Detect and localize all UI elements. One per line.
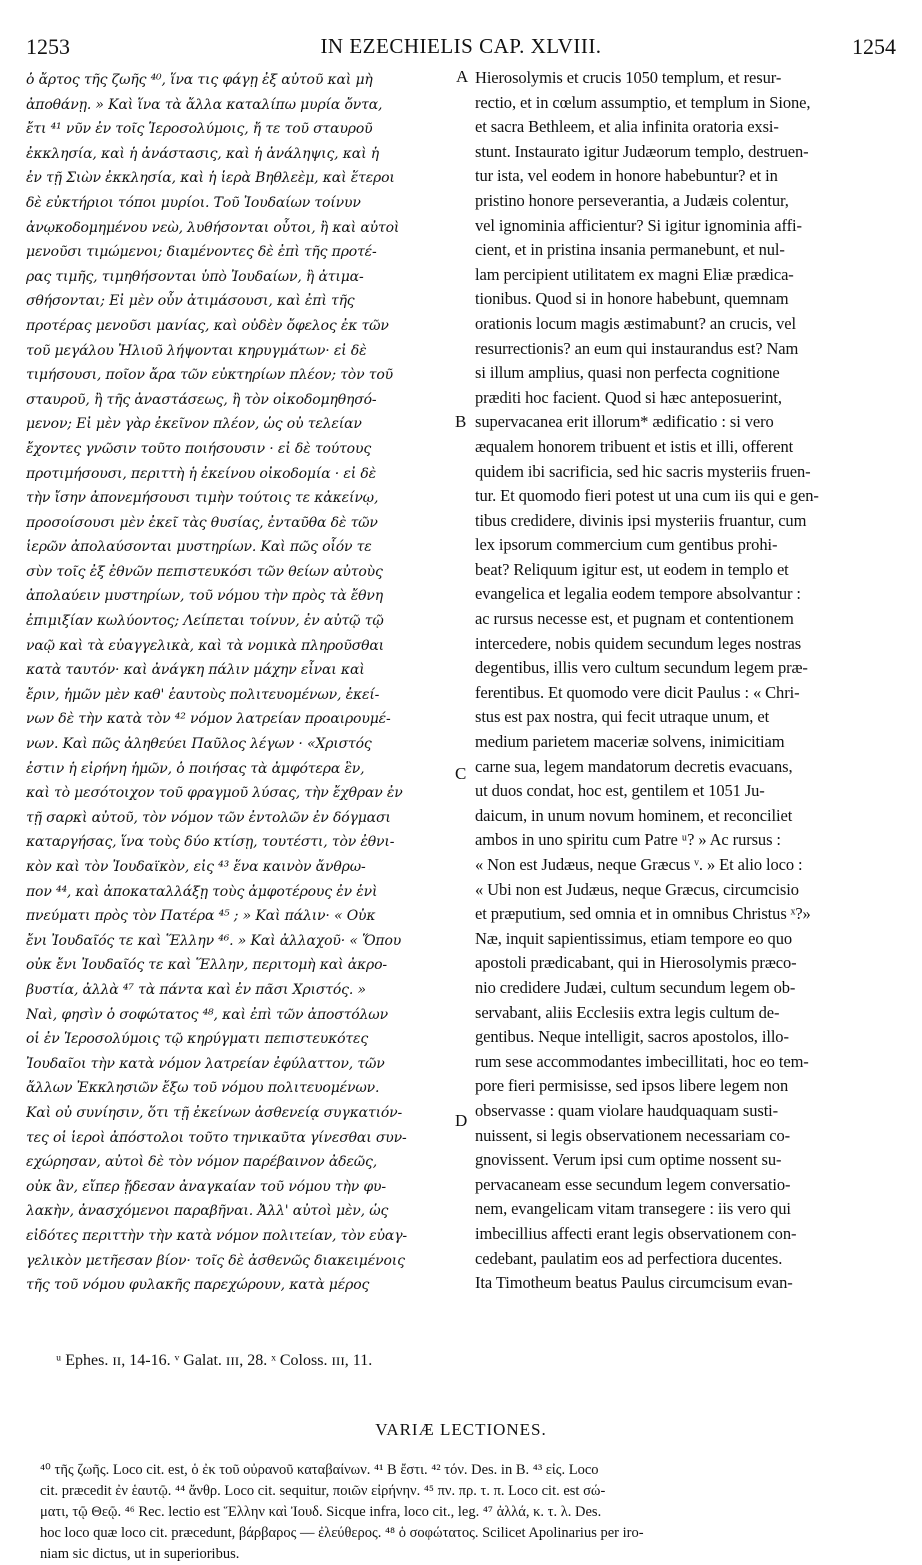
greek-text-line: ἄλλων Ἐκκλησιῶν ἔξω τοῦ νόμου πολιτευομένων.: [26, 1080, 380, 1097]
latin-text-line: nuissent, si legis observationem necessariam co-: [475, 1125, 791, 1145]
greek-text-line: ἐν τῇ Σιὼν ἐκκλησία, καὶ ἡ ἱερὰ Βηθλεὲμ, καὶ ἕτεροι: [26, 170, 395, 187]
latin-text-line: carne sua, legem mandatorum decretis evacuans,: [475, 756, 793, 776]
greek-text-line: νων δὲ τὴν κατὰ τὸν ⁴² νόμον λατρείαν προαιρουμέ-: [26, 711, 391, 728]
latin-text-line: « Ubi non est Judæus, neque Græcus, circumcisio: [475, 879, 799, 899]
greek-text-line: ὁ ἄρτος τῆς ζωῆς ⁴⁰, ἵνα τις φάγῃ ἐξ αὐτοῦ καὶ μὴ: [26, 72, 373, 88]
variant-reading-line: ⁴⁰ τῆς ζωῆς. Loco cit. est, ὁ ἐκ τοῦ οὐρανοῦ καταβαίνων. ⁴¹ B ἔστι. ⁴² τόν. Des. in B. ⁴³ εἰς. Loco: [40, 1462, 599, 1478]
greek-text-line: οὐκ ἔνι Ἰουδαῖός τε καὶ Ἕλλην, περιτομὴ καὶ ἀκρο-: [26, 957, 387, 974]
greek-text-line: λακὴν, ἀνασχόμενοι παραβῆναι. Ἀλλ' αὐτοὶ μὲν, ὡς: [26, 1203, 389, 1220]
latin-text-line: stus est pax nostra, qui fecit utraque unum, et: [475, 707, 770, 727]
latin-text-line: rectio, et in cœlum assumptio, et templum in Sione,: [475, 92, 811, 112]
greek-text-line: ἱερῶν ἀπολαύσονται μυστηρίων. Καὶ πῶς οἷόν τε: [26, 539, 372, 556]
greek-text-line: Καὶ οὐ συνίησιν, ὅτι τῇ ἐκείνων ἀσθενείᾳ συγκατιόν-: [26, 1104, 403, 1121]
section-marker-d: D: [455, 1111, 468, 1130]
greek-text-line: καταργήσας, ἵνα τοὺς δύο κτίσῃ, τουτέστι, τὸν ἐθνι-: [26, 834, 395, 851]
greek-text-line: ἐπιμιξίαν κωλύοντος; Λείπεται τοίνυν, ἐν αὐτῷ τῷ: [26, 613, 384, 630]
greek-text-line: ἀπολαύειν μυστηρίων, τοῦ νόμου τὴν πρὸς τὰ ἔθνη: [26, 588, 383, 605]
latin-text-line: gnovissent. Verum ipsi cum optime nossent su-: [475, 1150, 782, 1170]
greek-text-line: κατὰ ταυτόν· καὶ ἀνάγκη πάλιν μάχην εἶναι καὶ: [26, 662, 365, 679]
greek-text-line: Ναὶ, φησὶν ὁ σοφώτατος ⁴⁸, καὶ ἐπὶ τῶν ἀποστόλων: [26, 1006, 388, 1023]
latin-text-line: beat? Reliquum igitur est, ut eodem in templo et: [475, 559, 789, 579]
greek-text-line: Ἰουδαῖοι τὴν κατὰ νόμον λατρείαν ἐφύλαττον, τῶν: [26, 1055, 385, 1072]
variant-reading-line: niam sic dictus, ut in superioribus.: [40, 1546, 240, 1562]
greek-text-line: ἔχοντες γνῶσιν τοῦτο ποιήσουσιν · εἰ δὲ τούτους: [26, 440, 372, 457]
latin-text-line: lex ipsorum commercium cum gentibus prohi-: [475, 535, 778, 555]
latin-text-line: medium parietem maceriæ solvens, inimicitiam: [475, 732, 785, 752]
greek-text-line: σὺν τοῖς ἐξ ἐθνῶν πεπιστευκόσι τῶν θείων αὐτοὺς: [26, 563, 383, 580]
latin-text-line: ut duos condat, hoc est, gentilem et 1051 Ju-: [475, 781, 765, 801]
latin-text-line: vel ignominia afficientur? Si igitur ignominia affi-: [475, 215, 802, 235]
section-marker-b: B: [455, 412, 467, 431]
greek-text-line: σταυροῦ, ἢ τῆς ἀναστάσεως, ἢ τὸν οἰκοδομηθησό-: [26, 391, 377, 408]
latin-text-line: cedebant, paulatim eos ad perfectiora ducentes.: [475, 1248, 783, 1268]
latin-text-line: ac rursus necesse est, et pugnam et contentionem: [475, 609, 794, 629]
greek-text-line: τες οἱ ἱεροὶ ἀπόστολοι τοῦτο τηνικαῦτα γίνεσθαι συν-: [26, 1129, 407, 1146]
greek-text-line: σθήσονται; Εἰ μὲν οὖν ἀτιμάσουσι, καὶ ἐπὶ τῆς: [26, 293, 355, 310]
section-marker-a: A: [456, 67, 469, 86]
latin-text-line: pore fieri permisisse, sed ipsos libere legem non: [475, 1076, 789, 1096]
scripture-footnotes: ᵘ Ephes. ɪɪ, 14-16. ᵛ Galat. ɪɪɪ, 28. ˣ Coloss. ɪɪɪ, 11.: [56, 1352, 373, 1369]
right-page-number: 1254: [852, 34, 896, 59]
greek-text-line: τὴν ἴσην ἀπονεμήσουσι τιμὴν τούτοις τε κἀκείνῳ,: [26, 490, 379, 507]
greek-text-line: πον ⁴⁴, καὶ ἀποκαταλλάξῃ τοὺς ἀμφοτέρους ἐν ἑνὶ: [26, 883, 378, 900]
latin-text-line: gentibus. Neque intelligit, sacros apostolos, illo-: [475, 1027, 789, 1047]
latin-text-line: quidem ibi sacrificia, sed hic sacris mysteriis fruen-: [475, 461, 811, 481]
greek-text-line: εχώρησαν, αὐτοὶ δὲ τὸν νόμον παρέβαινον ἀδεῶς,: [26, 1154, 378, 1171]
latin-text-line: si illum amplius, quasi non perfecta cognitione: [475, 363, 780, 383]
latin-text-line: degentibus, illis vero cultum secundum legem præ-: [475, 658, 808, 678]
latin-text-line: et præputium, sed omnia et in omnibus Christus ˣ?»: [475, 904, 811, 924]
latin-text-line: stunt. Instaurato igitur Judæorum templo, destruen-: [475, 141, 809, 161]
latin-text-line: Næ, inquit sapientissimus, etiam tempore eo quo: [475, 928, 793, 948]
greek-text-line: ναῷ καὶ τὰ εὐαγγελικὰ, καὶ τὰ νομικὰ πληροῦσθαι: [26, 637, 385, 654]
greek-text-line: βυστία, ἀλλὰ ⁴⁷ τὰ πάντα καὶ ἐν πᾶσι Χριστός. »: [26, 981, 366, 998]
section-marker-c: C: [455, 764, 467, 783]
greek-text-line: οἱ ἐν Ἱεροσολύμοις τῷ κηρύγματι πεπιστευκότες: [26, 1031, 369, 1048]
variae-lectiones-heading: VARIÆ LECTIONES.: [375, 1420, 547, 1439]
greek-text-column: [26, 68, 450, 1298]
greek-text-line: ἀποθάνῃ. » Καὶ ἵνα τὰ ἄλλα καταλίπω μυρία ὄντα,: [26, 96, 383, 113]
latin-text-line: tur. Et quomodo fieri potest ut una cum iis qui e gen-: [475, 486, 819, 506]
latin-text-line: « Non est Judæus, neque Græcus ᵛ. » Et alio loco :: [475, 855, 803, 874]
latin-text-line: æqualem honorem tribuent et istis et illi, offerent: [475, 436, 794, 456]
latin-text-line: ambos in uno spiritu cum Patre ᵘ? » Ac rursus :: [475, 830, 781, 850]
running-title: IN EZECHIELIS CAP. XLVIII.: [320, 34, 602, 58]
greek-text-line: οὐκ ἂν, εἴπερ ᾔδεσαν ἀναγκαίαν τοῦ νόμου τὴν φυ-: [26, 1178, 386, 1195]
latin-text-line: observasse : quam violare haudquaquam susti-: [475, 1100, 779, 1120]
latin-text-line: evangelica et legalia eodem tempore absolvantur :: [475, 584, 801, 604]
greek-text-line: νων. Καὶ πῶς ἀληθεύει Παῦλος λέγων · «Χριστός: [26, 736, 372, 753]
left-page-number: 1253: [26, 34, 70, 59]
greek-text-line: ρας τιμῆς, τιμηθήσονται ὑπὸ Ἰουδαίων, ἢ ἀτιμα-: [26, 268, 364, 285]
latin-text-line: ferentibus. Et quomodo vere dicit Paulus : « Chri-: [475, 682, 800, 702]
greek-text-line: τιμήσουσι, ποῖον ἄρα τῶν εὐκτηρίων πλέον; τὸν τοῦ: [26, 367, 393, 384]
latin-text-line: pristino honore perseverantia, a Judæis colentur,: [475, 190, 789, 210]
greek-text-line: κὸν καὶ τὸν Ἰουδαϊκὸν, εἰς ⁴³ ἕνα καινὸν ἄνθρω-: [26, 859, 366, 875]
greek-text-line: μενοῦσι τιμώμενοι; διαμένοντες δὲ ἐπὶ τῆς προτέ-: [26, 244, 377, 261]
greek-text-line: εἰδότες περιττὴν τὴν κατὰ νόμον πολιτείαν, τὸν εὐαγ-: [26, 1227, 408, 1244]
greek-text-line: καὶ τὸ μεσότοιχον τοῦ φραγμοῦ λύσας, τὴν ἔχθραν ἐν: [26, 785, 403, 802]
page-header: [26, 28, 896, 58]
latin-text-line: servabant, aliis Ecclesiis extra legis cultum de-: [475, 1002, 780, 1022]
greek-text-line: τῆς τοῦ νόμου φυλακῆς παρεχώρουν, κατὰ μέρος: [26, 1277, 370, 1294]
greek-text-line: ἔνι Ἰουδαῖός τε καὶ Ἕλλην ⁴⁶. » Καὶ ἀλλαχοῦ· « Ὅπου: [26, 932, 402, 949]
latin-text-line: et sacra Bethleem, et alia infinita oratoria exsi-: [475, 117, 779, 137]
latin-text-line: daicum, in unum novum hominem, et reconciliet: [475, 805, 793, 825]
latin-text-line: tur ista, vel eodem in honore habebuntur? et in: [475, 166, 778, 186]
latin-text-line: orationis locum magis æstimabunt? an crucis, vel: [475, 313, 797, 333]
latin-text-line: Hierosolymis et crucis 1050 templum, et resur-: [475, 68, 782, 87]
latin-text-line: nio credidere Judæi, cultum secundum legem ob-: [475, 977, 796, 997]
latin-text-line: Ita Timotheum beatus Paulus circumcisum evan-: [475, 1273, 793, 1293]
latin-text-column: [475, 66, 887, 1296]
latin-text-line: cient, et in pristina insania permanebunt, et nul-: [475, 240, 785, 260]
latin-text-line: resurrectionis? an eum qui instaurandus est? Nam: [475, 338, 799, 358]
greek-text-line: ἐκκλησία, καὶ ἡ ἀνάστασις, καὶ ἡ ἀνάληψις, καὶ ἡ: [26, 145, 379, 162]
latin-text-line: pervacaneam esse secundum legem conversatio-: [475, 1174, 791, 1194]
greek-text-line: ἔτι ⁴¹ νῦν ἐν τοῖς Ἱεροσολύμοις, ἤ τε τοῦ σταυροῦ: [26, 121, 373, 138]
latin-text-line: intercedere, nobis quidem secundum leges nostras: [475, 633, 802, 653]
greek-text-line: γελικὸν μετῆεσαν βίον· τοῖς δὲ ἀσθενῶς διακειμένοις: [26, 1252, 405, 1269]
latin-text-line: præditi hoc facient. Quod si hæc anteposuerint,: [475, 387, 782, 407]
variant-reading-line: hoc loco quæ loco cit. præcedunt, βάρβαρος — ἐλεύθερος. ⁴⁸ ὁ σοφώτατος. Scilicet Apolinarius per iro-: [40, 1525, 644, 1541]
greek-text-line: ἀνῳκοδομημένου νεὼ, λυθήσονται οὗτοι, ἢ καὶ αὐτοὶ: [26, 219, 400, 236]
variant-reading-line: ματι, τῷ Θεῷ. ⁴⁶ Rec. lectio est Ἕλλην καὶ Ἰουδ. Sicque infra, loco cit., leg. ⁴⁷ ἀλλά, κ. τ. λ. Des.: [40, 1504, 602, 1520]
greek-text-line: προσοίσουσι μὲν ἐκεῖ τὰς θυσίας, ἐνταῦθα δὲ τῶν: [26, 514, 378, 531]
greek-text-line: μενον; Εἰ μὲν γὰρ ἐκεῖνον πλέον, ὡς οὐ τελείαν: [26, 416, 362, 433]
greek-text-line: ἐστιν ἡ εἰρήνη ἡμῶν, ὁ ποιήσας τὰ ἀμφότερα ἓν,: [26, 760, 365, 777]
latin-text-line: nem, evangelicam vitam transegere : iis vero qui: [475, 1199, 791, 1219]
greek-text-line: ἔριν, ἡμῶν μὲν καθ' ἑαυτοὺς πολιτευομένων, ἐκεί-: [26, 686, 380, 703]
latin-text-line: tibus credidere, divinis ipsi mysteriis fruantur, cum: [475, 510, 807, 530]
latin-text-line: supervacanea erit illorum* ædificatio : si vero: [475, 412, 774, 432]
variant-reading-line: cit. præcedit ἐν ἑαυτῷ. ⁴⁴ ἄνθρ. Loco cit. sequitur, ποιῶν εἰρήνην. ⁴⁵ πν. πρ. τ. π. Loco cit. est σώ-: [40, 1483, 606, 1499]
latin-text-line: rum sese accommodantes imbecillitati, hoc eo tem-: [475, 1051, 809, 1071]
greek-text-line: τοῦ μεγάλου Ἠλιοῦ λήψονται κηρυγμάτων· εἰ δὲ: [26, 342, 367, 359]
greek-text-line: δὲ εὐκτήριοι τόποι μυρίοι. Τοῦ Ἰουδαίων τοίνυν: [26, 194, 361, 211]
latin-text-line: imbecillius affecti erant legis observationem con-: [475, 1223, 797, 1243]
latin-text-line: apostoli prædicabant, qui in Hierosolymis præco-: [475, 953, 797, 973]
latin-text-line: lam percipient utilitatem ex magni Eliæ prædica-: [475, 264, 794, 284]
greek-text-line: πνεύματι πρὸς τὸν Πατέρα ⁴⁵ ; » Καὶ πάλιν· « Οὐκ: [26, 908, 376, 925]
variae-lectiones-notes: [40, 1460, 885, 1565]
greek-text-line: τῇ σαρκὶ αὐτοῦ, τὸν νόμον τῶν ἐντολῶν ἐν δόγμασι: [26, 809, 391, 826]
latin-text-line: tionibus. Quod si in honore habebunt, quemnam: [475, 289, 789, 309]
greek-text-line: προτέρας μενοῦσι μανίας, καὶ οὐδὲν ὄφελος ἐκ τῶν: [26, 317, 389, 334]
greek-text-line: προτιμήσουσι, περιττὴ ἡ ἐκείνου οἰκοδομία · εἰ δὲ: [26, 465, 377, 482]
